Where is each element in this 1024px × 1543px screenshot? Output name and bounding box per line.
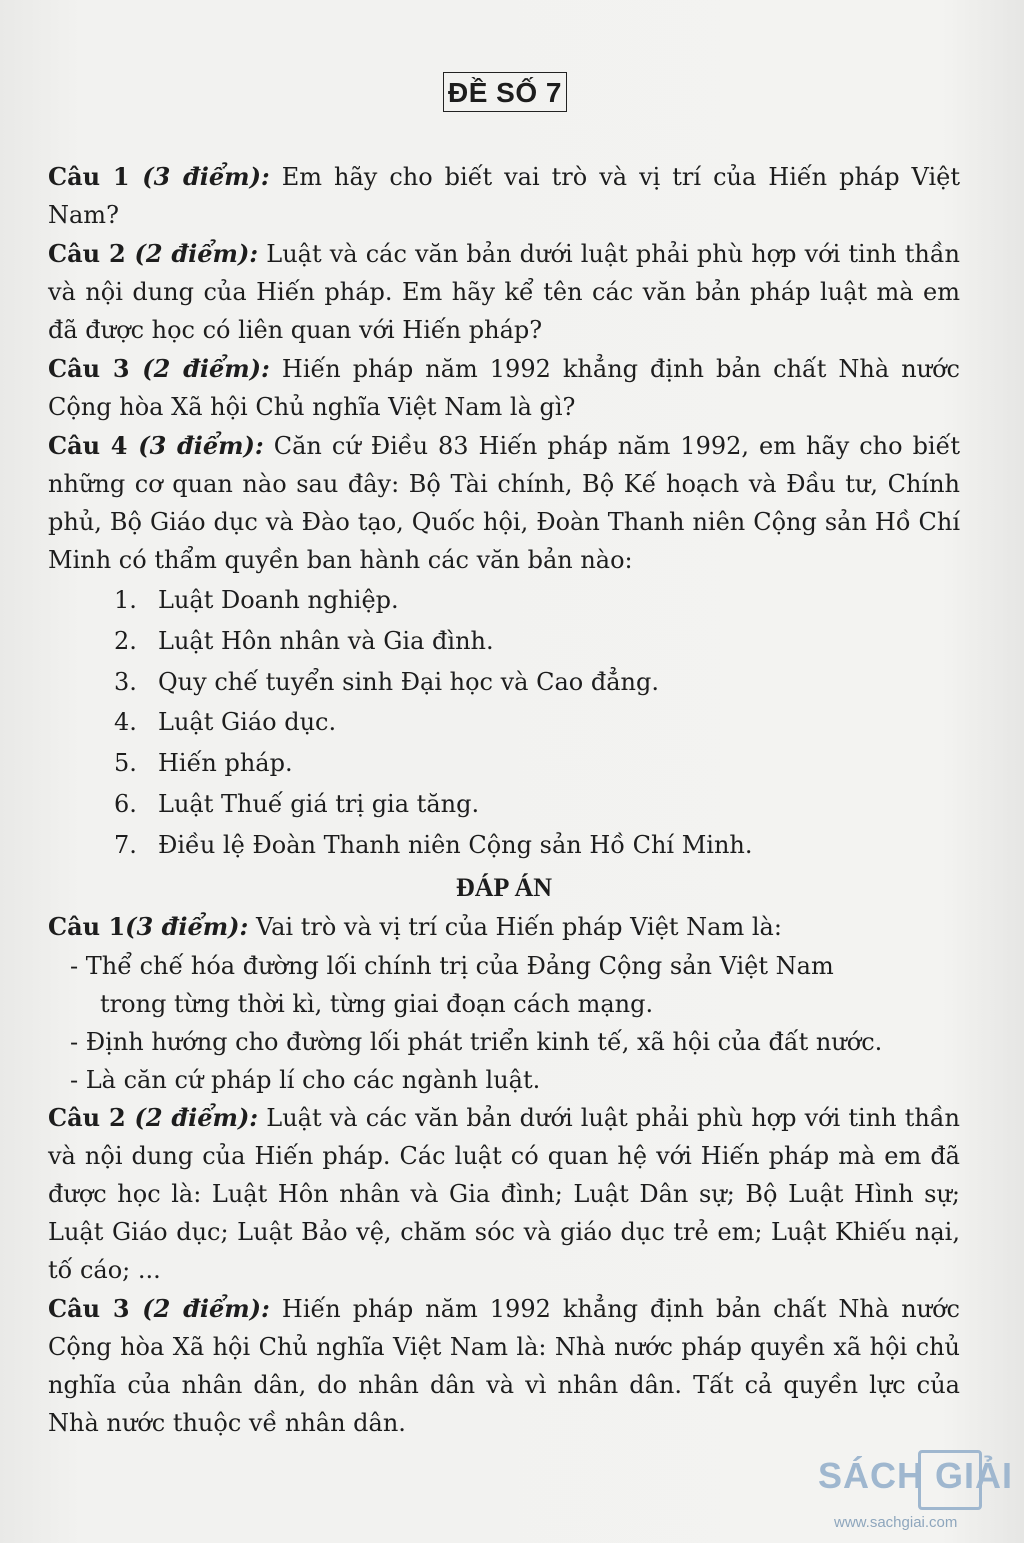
question-label: Câu 4 [48,431,128,460]
question-points: (2 điểm): [142,354,270,383]
question-points: (3 điểm): [138,431,264,460]
watermark-logo [818,1450,1018,1540]
list-item: 7. Điều lệ Đoàn Thanh niên Cộng sản Hồ Chí Minh. [114,830,753,859]
list-item: 3. Quy chế tuyển sinh Đại học và Cao đẳng. [114,667,659,696]
answer-label: Câu 2 [48,1102,126,1132]
list-item: 1. Luật Doanh nghiệp. [114,586,399,614]
answer-1-bullets [48,947,960,1099]
question-2 [48,235,960,349]
question-points: (3 điểm): [142,162,270,191]
question-4 [48,427,960,579]
question-text: Hiến pháp năm 1992 khẳng định bản chất Nhà nước Cộng hòa Xã hội Chủ nghĩa Việt Nam là gì? [48,355,960,421]
answer-2 [48,1099,960,1289]
page-content [48,158,960,1443]
watermark-brand: SÁCH GIẢI [818,1455,1014,1496]
answer-label: Câu 1 [48,911,126,941]
answer-heading: ĐÁP ÁN [455,872,553,902]
question-label: Câu 1 [48,162,130,191]
answer-text: Vai trò và vị trí của Hiến pháp Việt Nam là: [248,912,782,941]
question-label: Câu 2 [48,239,126,268]
question-text: Căn cứ Điều 83 Hiến pháp năm 1992, em hãy cho biết những cơ quan nào sau đây: Bộ Tài chính, Bộ Kế hoạch và Đầu tư, Chính phủ, Bộ Giáo dục và Đào tạo, Quốc hội, Đoàn Thanh niên Cộng sản Hồ Chí Minh có thẩm quyền ban hành các văn bản nào: [48,432,961,574]
watermark-url: www.sachgiai.com [834,1514,958,1531]
bullet-item: - Thể chế hóa đường lối chính trị của Đảng Cộng sản Việt Nam trong từng thời kì, từng giai đoạn cách mạng. [70,951,834,1018]
question-3 [48,350,960,426]
bullet-item: - Định hướng cho đường lối phát triển kinh tế, xã hội của đất nước. [70,1027,883,1056]
answer-points: (3 điểm): [125,911,249,941]
question-1 [48,158,960,234]
list-item: 6. Luật Thuế giá trị gia tăng. [114,789,480,818]
list-item: 5. Hiến pháp. [114,749,293,778]
list-item: 4. Luật Giáo dục. [114,708,337,737]
exam-title: ĐỀ SỐ 7 [443,72,567,112]
question-text: Em hãy cho biết vai trò và vị trí của Hiến pháp Việt Nam? [48,163,960,229]
answer-3 [48,1290,960,1442]
bullet-item: - Là căn cứ pháp lí cho các ngành luật. [70,1065,541,1094]
document-list [48,580,960,866]
question-text: Luật và các văn bản dưới luật phải phù hợp với tinh thần và nội dung của Hiến pháp. Em hãy kể tên các văn bản pháp luật mà em đã được học có liên quan với Hiến pháp? [48,240,961,344]
answer-text: Luật và các văn bản dưới luật phải phù hợp với tinh thần và nội dung của Hiến pháp. Các luật có quan hệ với Hiến pháp mà em đã được học là: Luật Hôn nhân và Gia đình; Luật Dân sự; Bộ Luật Hình sự; Luật Giáo dục; Luật Bảo vệ, chăm sóc và giáo dục trẻ em; Luật Khiếu nại, tố cáo; ... [48,1103,961,1284]
question-label: Câu 3 [48,354,130,383]
answer-1 [48,908,960,946]
answer-points: (2 điểm): [134,1102,259,1132]
answer-label: Câu 3 [48,1293,130,1323]
answer-points: (2 điểm): [142,1293,270,1323]
answer-text: Hiến pháp năm 1992 khẳng định bản chất Nhà nước Cộng hòa Xã hội Chủ nghĩa Việt Nam là: Nhà nước pháp quyền xã hội chủ nghĩa của nhân dân, do nhân dân và vì nhân dân. Tất cả quyền lực của Nhà nước thuộc về nhân dân. [48,1294,960,1437]
list-item: 2. Luật Hôn nhân và Gia đình. [114,626,494,655]
question-points: (2 điểm): [134,239,259,268]
